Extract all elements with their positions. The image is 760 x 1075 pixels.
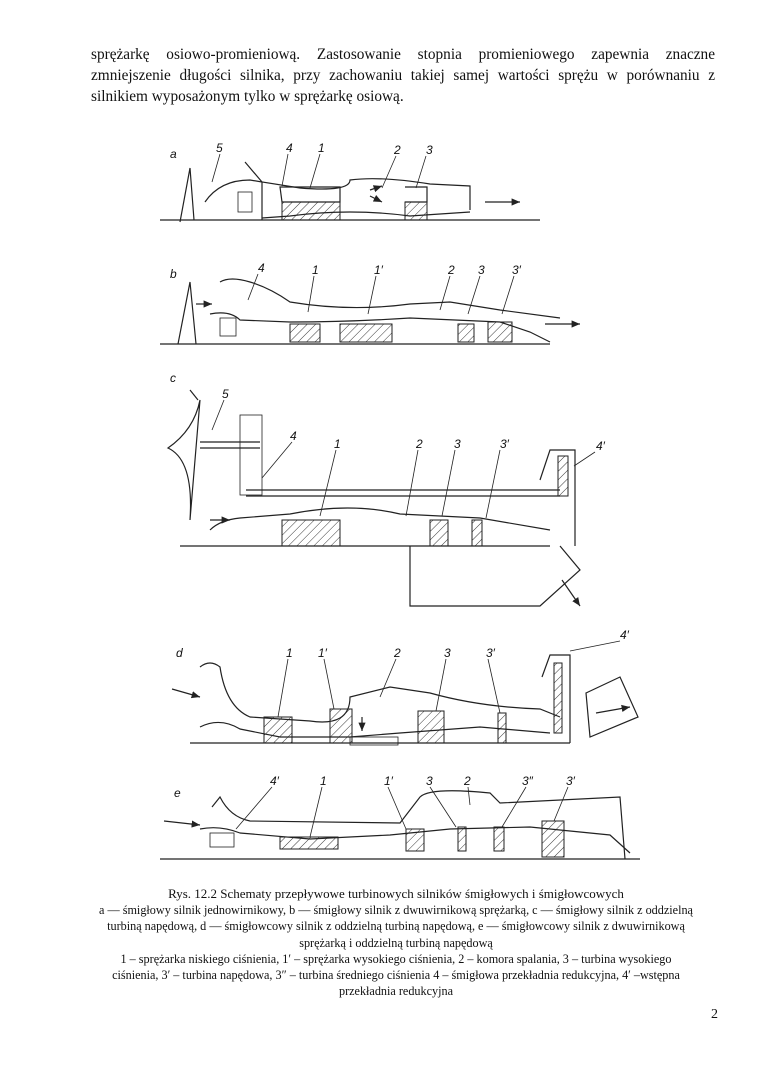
schematic-e-label-2: 1 (320, 774, 327, 788)
schematic-b-label-1: 4 (258, 261, 265, 275)
paragraph-line-1: sprężarkę osiowo-promieniową. Zastosowanie stopnia promieniowego zapewnia znaczne (91, 46, 715, 63)
schematic-c-tag: c (170, 371, 176, 385)
schematic-a-label-1: 5 (216, 141, 223, 155)
schematic-d-tag: d (176, 646, 183, 660)
page-number: 2 (711, 1007, 718, 1022)
figure-caption (80, 886, 712, 999)
caption-line-7: przekładnia redukcyjna (338, 984, 454, 999)
caption-line-5: 1 – sprężarka niskiego ciśnienia, 1′ – sprężarka wysokiego ciśnienia, 2 – komora spalania, 3 – turbina wysokiego (120, 951, 672, 966)
schematic-e-label-6: 3″ (522, 774, 533, 788)
schematic-a-label-5: 3 (426, 143, 433, 157)
schematic-d-label-1: 1 (286, 646, 293, 660)
paragraph-line-2: zmniejszenie długości silnika, przy zachowaniu takiej samej wartości sprężu w porównaniu z (91, 67, 715, 84)
schematic-e-label-7: 3′ (566, 774, 575, 788)
schematic-b-label-4: 2 (448, 263, 455, 277)
schematic-c-label-1: 5 (222, 387, 229, 401)
schematic-d-label-4: 3 (444, 646, 451, 660)
schematic-c-label-6: 3′ (500, 437, 509, 451)
caption-line-3: turbiną napędową, d — śmigłowcowy silnik z oddzielną turbiną napędową, e — śmigłowcowy silnik z dwuwirnikową (107, 919, 685, 934)
caption-line-6: ciśnienia, 3′ – turbina napędowa, 3″ – turbina średniego ciśnienia 4 – śmigłowa przekładnia redukcyjna, 4′ –wstępna (112, 968, 680, 983)
schematic-d-label-6: 4′ (620, 628, 629, 642)
caption-line-2: a — śmigłowy silnik jednowirnikowy, b — śmigłowy silnik z dwuwirnikową sprężarką, c — śmigłowy silnik z oddzielną (99, 903, 693, 918)
schematic-b-label-3: 1′ (374, 263, 383, 277)
schematic-c-label-7: 4′ (596, 439, 605, 453)
schematic-d-label-3: 2 (394, 646, 401, 660)
caption-title: Rys. 12.2 Schematy przepływowe turbinowych silników śmigłowych i śmigłowcowych (168, 886, 624, 901)
schematic-c-label-4: 2 (416, 437, 423, 451)
schematic-e-label-1: 4′ (270, 774, 279, 788)
schematic-a-tag: a (170, 147, 177, 161)
schematic-e-label-4: 3 (426, 774, 433, 788)
body-paragraph (91, 44, 715, 107)
schematic-a (160, 141, 540, 222)
schematic-d-label-5: 3′ (486, 646, 495, 660)
schematic-e-tag: e (174, 786, 181, 800)
schematic-a-label-3: 1 (318, 141, 325, 155)
schematic-c (168, 371, 606, 606)
schematic-c-label-5: 3 (454, 437, 461, 451)
schematic-b-label-2: 1 (312, 263, 319, 277)
schematic-a-label-4: 2 (394, 143, 401, 157)
schematic-e-label-5: 2 (464, 774, 471, 788)
schematic-c-label-3: 1 (334, 437, 341, 451)
caption-line-4: sprężarką i oddzielną turbiną napędową (299, 935, 493, 950)
schematic-b-label-5: 3 (478, 263, 485, 277)
schematic-a-label-2: 4 (286, 141, 293, 155)
schematic-d (172, 628, 638, 745)
schematic-c-label-2: 4 (290, 429, 297, 443)
schematic-b (160, 261, 580, 344)
engine-schematics-figure (150, 132, 670, 877)
schematic-e (160, 774, 640, 859)
schematic-b-tag: b (170, 267, 177, 281)
schematic-e-label-3: 1′ (384, 774, 393, 788)
schematic-d-label-2: 1′ (318, 646, 327, 660)
paragraph-line-3: silnikiem wyposażonym tylko w sprężarkę osiową. (91, 88, 404, 105)
schematic-b-label-6: 3′ (512, 263, 521, 277)
